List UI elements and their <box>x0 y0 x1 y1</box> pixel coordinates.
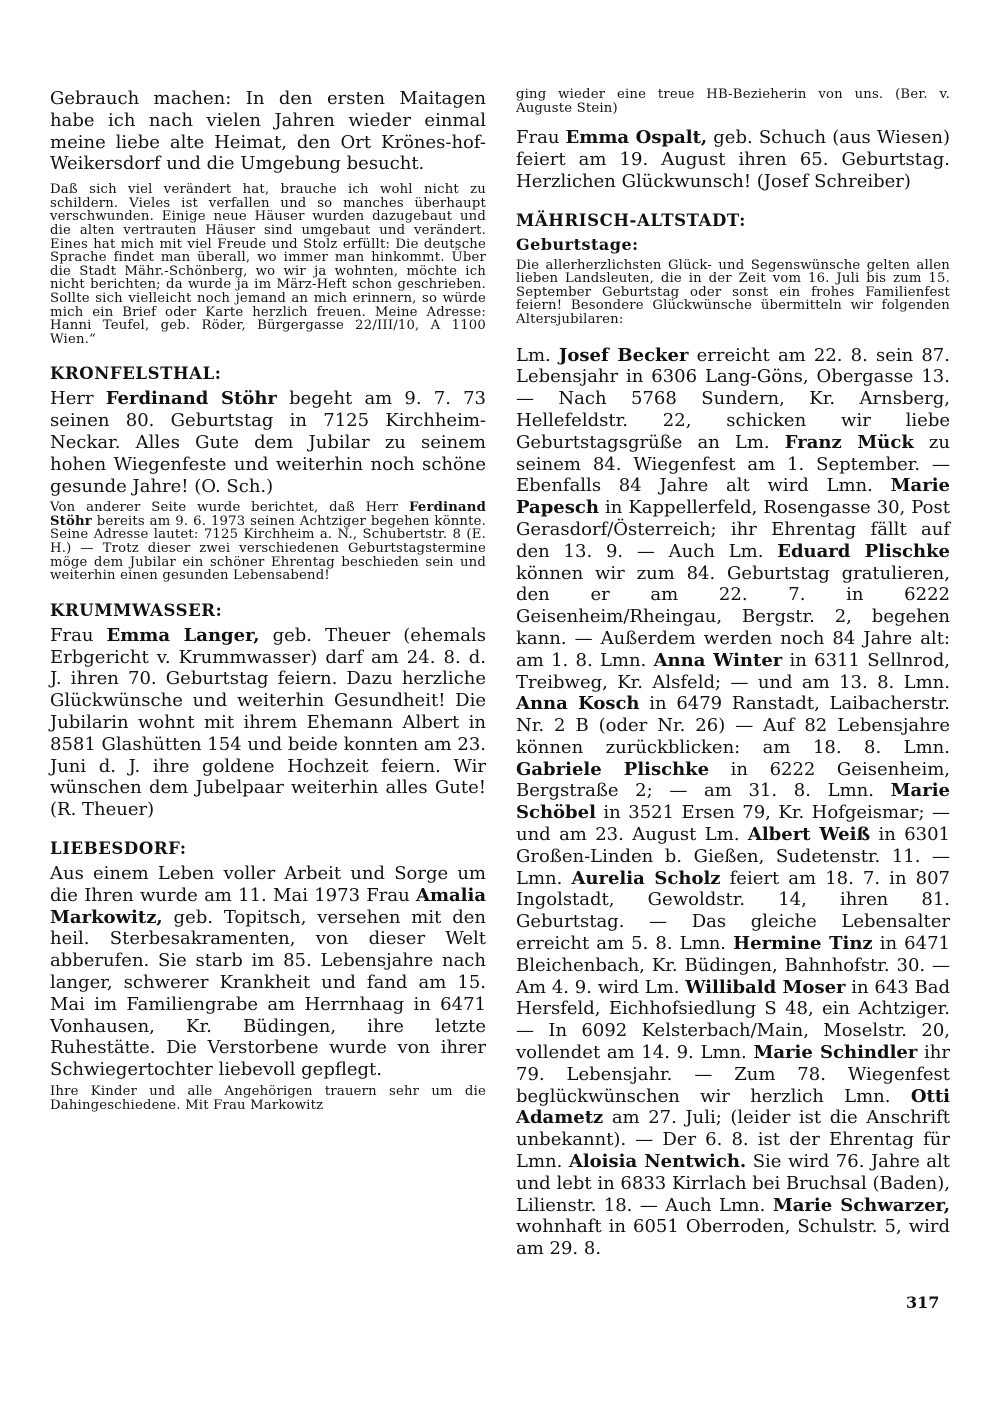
section-heading-krummwasser: KRUMMWASSER: <box>50 600 223 620</box>
person-name: Aloisia Nentwich. <box>568 1151 747 1173</box>
section-heading-maehrisch-altstadt: MÄHRISCH-ALTSTADT: <box>516 210 746 230</box>
birthday-intro: Die allerherzlichsten Glück- und Segenswünsche gelten allen lieben Landsleuten, die in der Zeit vom 16. Juli bis zum 15. September Geburtstag oder sonst ein frohes Familienfest feiern! Besondere Glückwünsche übermitteln wir folgenden Altersjubilaren: <box>516 257 950 327</box>
kronfelsthal-paragraph: Herr Ferdinand Stöhr begeht am 9. 7. 73 seinen 80. Geburtstag in 7125 Kirchheim-Neckar. Alles Gute dem Jubilar zu seinem hohen Wiegenfeste und weiterhin noch schöne gesunde Jahre! (O. Sch.) <box>50 388 487 497</box>
person-name: Hermine Tinz <box>733 933 873 955</box>
liebesdorf-paragraph: Aus einem Leben voller Arbeit und Sorge um die Ihren wurde am 11. Mai 1973 Frau Amalia Markowitz, geb. Topitsch, versehen mit den heil. Sterbesakramenten, von dieser Welt abberufen. Sie starb im 85. Lebensjahre nach langer, schwerer Krankheit und fand am 15. Mai im Familiengrabe am Herrnhaag in 6471 Vonhausen, Kr. Büdingen, ihre letzte Ruhestätte. Die Verstorbene wurde von ihrer Schwiegertochter liebevoll gepflegt. <box>50 863 486 1081</box>
letter-intro: Gebrauch machen: In den ersten Maitagen habe ich nach vielen Jahren wieder einmal meine liebe alte Heimat, den Ort Krönes-hof-Weikersdorf und die Umgebung besucht. <box>50 88 486 175</box>
person-name: Marie Schöbel <box>516 780 950 824</box>
liebesdorf-note: Ihre Kinder und alle Angehörigen trauern sehr um die Dahingeschiedene. Mit Frau Markowitz <box>50 1084 486 1113</box>
person-name: Emma Langer, <box>106 624 260 646</box>
krummwasser-paragraph: Frau Emma Langer, geb. Theuer (ehemals Erbgericht v. Krummwasser) darf am 24. 8. d. J. ihren 70. Geburtstag feiern. Dazu herzliche Glückwünsche und weiterhin Gesundheit! Die Jubilarin wohnt mit ihrem Ehemann Albert in 8581 Glashütten 154 und beide konnten am 23. Juni d. J. ihre goldene Hochzeit feiern. Wir wünschen dem Jubelpaar weiterhin alles Gute! (R. Theuer) <box>50 624 487 821</box>
person-name: Ferdinand Stöhr <box>50 500 486 529</box>
person-name: Marie Schwarzer, <box>772 1194 950 1216</box>
birthday-list-paragraph: Lm. Josef Becker erreicht am 22. 8. sein 87. Lebensjahr in 6306 Lang-Göns, Obergasse 13. — Nach 5768 Sundern, Kr. Arnsberg, Hellefeldstr. 22, schicken wir liebe Geburtstagsgrüße an Lm. Franz Mück zu seinem 84. Wiegenfest am 1. September. — Ebenfalls 84 Jahre alt wird Lmn. Marie Papesch in Kappellerfeld, Rosengasse 30, Post Gerasdorf/Österreich; ihr Ehrentag fällt auf den 13. 9. — Auch Lm. Eduard Plischke können wir zum 84. Geburtstag gratulieren, den er am 22. 7. in 6222 Geisenheim/Rheingau, Bergstr. 2, begehen kann. — Außerdem werden noch 84 Jahre alt: am 1. 8. Lmn. Anna Winter in 6311 Sellnrod, Treibweg, Kr. Alsfeld; — und am 13. 8. Lmn. Anna Kosch in 6479 Ranstadt, Laibacherstr. Nr. 2 B (oder Nr. 26) — Auf 82 Lebensjahre können zurückblicken: am 18. 8. Lmn. Gabriele Plischke in 6222 Geisenheim, Bergstraße 2; — am 31. 8. Lmn. Marie Schöbel in 3521 Ersen 79, Kr. Hofgeismar; — und am 23. August Lm. Albert Weiß in 6301 Großen-Linden b. Gießen, Sudetenstr. 11. — Lmn. Aurelia Scholz feiert am 18. 7. in 807 Ingolstadt, Gewoldstr. 14, ihren 81. Geburtstag. — Das gleiche Lebensalter erreicht am 5. 8. Lmn. Hermine Tinz in 6471 Bleichenbach, Kr. Büdingen, Bahnhofstr. 30. — Am 4. 9. wird Lm. Willibald Moser in 643 Bad Hersfeld, Eichhofsiedlung S 48, ein Achtziger. — In 6092 Kelsterbach/Main, Moselstr. 20, vollendet am 14. 9. Lmn. Marie Schindler ihr 79. Lebensjahr. — Zum 78. Wiegenfest beglückwünschen wir herzlich Lmn. Otti Adametz am 27. Juli; (leider ist die Anschrift unbekannt). — Der 6. 8. ist der Ehrentag für Lmn. Aloisia Nentwich. Sie wird 76. Jahre alt und lebt in 6833 Kirrlach bei Bruchsal (Baden), Lilienstr. 18. — Auch Lmn. Marie Schwarzer, wohnhaft in 6051 Oberroden, Schulstr. 5, wird am 29. 8. <box>516 344 950 1260</box>
person-name: Anna Winter <box>653 649 783 671</box>
right-column <box>516 88 950 1260</box>
person-name: Amalia Markowitz, <box>50 884 486 928</box>
person-name: Franz Mück <box>784 431 914 453</box>
person-name: Albert Weiß <box>747 824 871 846</box>
letter-body: Daß sich viel verändert hat, brauche ich wohl nicht zu schildern. Vieles ist verfallen und so manches überhaupt verschwunden. Einige neue Häuser wurden dazugebaut und die alten vertrauten Häuser sind umgebaut und verändert. Eines hat mich mit viel Freude und Stolz erfüllt: Die deutsche Sprache findet man überall, wo immer man hinkommt. Über die Stadt Mähr.-Schönberg, wo wir ja wohnten, möchte ich nicht berichten; da wurde ja im März-Heft schon geschrieben. Sollte sich vielleicht noch jemand an mich erinnern, so würde mich ein Brief oder Karte herzlich freuen. Meine Adresse: Hanni Teufel, geb. Röder, Bürgergasse 22/III/10, A 1100 Wien.“ <box>50 182 486 347</box>
section-heading-kronfelsthal: KRONFELSTHAL: <box>50 364 222 384</box>
continued-note: ging wieder eine treue HB-Bezieherin von uns. (Ber. v. Auguste Stein) <box>516 87 950 116</box>
person-name: Marie Papesch <box>516 475 950 519</box>
left-column <box>50 88 486 1112</box>
person-name: Gabriele Plischke <box>516 758 710 780</box>
person-name: Willibald Moser <box>685 976 846 998</box>
subheading-geburtstage: Geburtstage: <box>516 234 639 254</box>
kronfelsthal-note: Von anderer Seite wurde berichtet, daß Herr Ferdinand Stöhr bereits am 9. 6. 1973 seinen Achtziger begehen könnte. Seine Adresse lautet: 7125 Kirchheim a. N., Schubertstr. 8 (E. H.) — Trotz dieser zwei verschiedenen Geburtstagstermine möge dem Jubilar ein schöner Ehrentag beschieden sein und weiterhin einen gesunden Lebensabend! <box>50 500 486 584</box>
person-name: Eduard Plischke <box>777 540 950 562</box>
person-name: Aurelia Scholz <box>571 867 721 889</box>
person-name: Otti Adametz <box>516 1085 950 1129</box>
person-name: Emma Ospalt, <box>565 127 708 149</box>
person-name: Marie Schindler <box>753 1042 918 1064</box>
person-name: Anna Kosch <box>516 693 640 715</box>
person-name: Josef Becker <box>558 344 689 366</box>
ospalt-paragraph: Frau Emma Ospalt, geb. Schuch (aus Wiesen) feiert am 19. August ihren 65. Geburtstag. Herzlichen Glückwunsch! (Josef Schreiber) <box>516 127 951 192</box>
page-number: 317 <box>906 1293 940 1312</box>
section-heading-liebesdorf: LIEBESDORF: <box>50 839 187 859</box>
person-name: Ferdinand Stöhr <box>105 388 277 410</box>
